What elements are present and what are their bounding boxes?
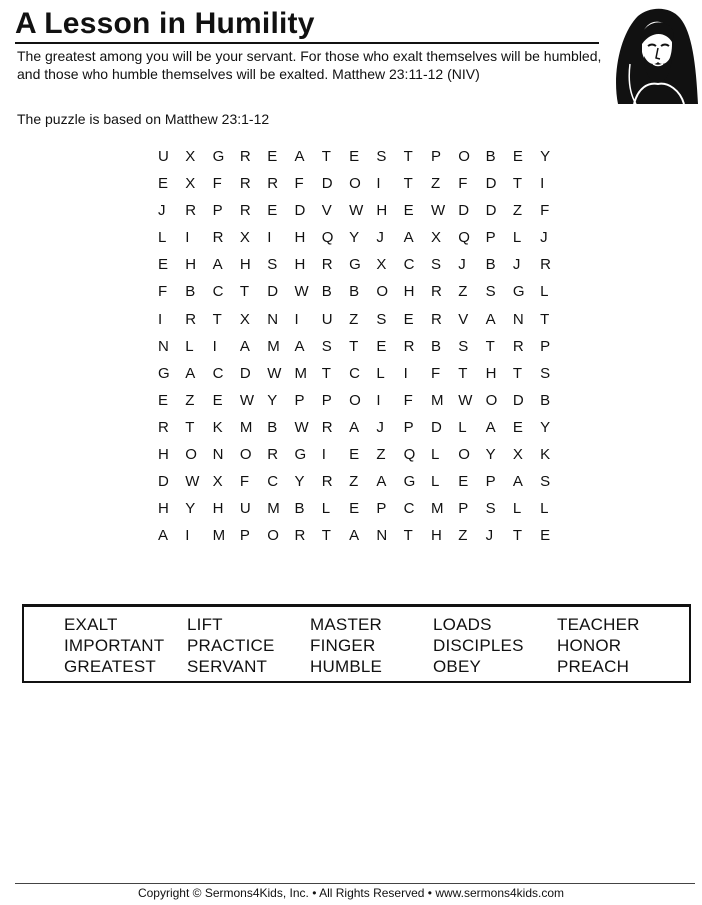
grid-letter: T — [349, 337, 359, 355]
grid-letter: P — [403, 418, 414, 436]
grid-letter: I — [294, 310, 299, 328]
grid-letter: I — [540, 175, 545, 193]
grid-letter: J — [512, 256, 521, 274]
grid-letter: Y — [485, 446, 496, 464]
grid-letter: T — [403, 175, 413, 193]
grid-letter: O — [458, 446, 470, 464]
grid-letter: E — [349, 500, 360, 518]
grid-letter: P — [540, 337, 551, 355]
grid-letter: G — [349, 256, 361, 274]
grid-letter: S — [540, 364, 551, 382]
grid-letter: W — [458, 391, 473, 409]
grid-letter: A — [239, 337, 250, 355]
grid-letter: B — [349, 283, 360, 301]
grid-letter: P — [212, 202, 223, 220]
grid-letter: T — [403, 527, 413, 545]
grid-letter: E — [458, 473, 469, 491]
grid-letter: X — [212, 473, 223, 491]
grid-letter: E — [540, 527, 551, 545]
word-bank-word: SERVANT — [187, 657, 268, 676]
grid-letter: L — [430, 473, 440, 491]
grid-letter: F — [430, 364, 441, 382]
grid-letter: P — [321, 391, 332, 409]
grid-letter: E — [212, 391, 223, 409]
grid-letter: C — [403, 500, 415, 518]
grid-letter: I — [403, 364, 408, 382]
grid-letter: R — [239, 202, 251, 220]
grid-letter: X — [512, 446, 523, 464]
grid-letter: M — [212, 527, 226, 545]
grid-letter: H — [294, 256, 306, 274]
grid-letter: N — [376, 527, 388, 545]
grid-letter: T — [212, 310, 222, 328]
grid-letter: T — [239, 283, 250, 301]
grid-letter: C — [267, 473, 279, 491]
grid-letter: H — [403, 283, 415, 301]
grid-letter: D — [158, 473, 169, 491]
grid-letter: O — [485, 391, 498, 409]
grid-letter: W — [349, 202, 364, 220]
grid-letter: G — [512, 283, 525, 301]
grid-letter: F — [158, 283, 168, 301]
grid-letter: H — [185, 256, 197, 274]
grid-letter: G — [158, 364, 170, 382]
grid-letter: X — [239, 310, 250, 328]
grid-letter: Z — [512, 202, 523, 220]
word-bank-column — [310, 614, 382, 677]
grid-letter: D — [239, 364, 251, 382]
word-bank-word: PREACH — [557, 657, 630, 676]
grid-letter: R — [512, 337, 524, 355]
title-underline — [15, 42, 599, 44]
grid-letter: T — [512, 364, 523, 382]
grid-letter: P — [458, 500, 469, 518]
grid-letter: G — [403, 473, 416, 491]
grid-letter: L — [512, 229, 522, 247]
word-bank — [22, 604, 691, 683]
grid-letter: X — [239, 229, 250, 247]
grid-letter: J — [458, 256, 466, 274]
grid-letter: E — [267, 148, 278, 165]
grid-letter: A — [294, 337, 305, 355]
grid-letter: S — [458, 337, 469, 355]
grid-letter: D — [512, 391, 524, 409]
grid-letter: W — [239, 391, 255, 409]
grid-letter: I — [376, 391, 381, 409]
grid-letter: M — [430, 500, 444, 518]
word-bank-column — [557, 614, 640, 677]
grid-letter: Y — [540, 148, 551, 165]
grid-letter: Z — [349, 473, 359, 491]
grid-letter: Z — [349, 310, 359, 328]
grid-letter: D — [458, 202, 470, 220]
grid-letter: B — [430, 337, 441, 355]
grid-letter: T — [458, 364, 468, 382]
grid-letter: F — [403, 391, 413, 409]
grid-letter: E — [158, 175, 169, 193]
grid-letter: P — [294, 391, 305, 409]
grid-letter: A — [212, 256, 223, 274]
grid-letter: Q — [403, 446, 416, 464]
grid-letter: D — [485, 202, 497, 220]
grid-letter: U — [239, 500, 251, 518]
grid-letter: T — [403, 148, 413, 165]
grid-letter: F — [294, 175, 304, 193]
grid-letter: N — [512, 310, 524, 328]
grid-letter: A — [294, 148, 305, 165]
grid-letter: X — [185, 175, 196, 193]
grid-letter: O — [349, 175, 361, 193]
grid-letter: N — [267, 310, 279, 328]
grid-letter: I — [185, 229, 190, 247]
grid-letter: P — [239, 527, 250, 545]
puzzle-source-note: The puzzle is based on Matthew 23:1-12 — [17, 111, 270, 127]
grid-letter: J — [376, 229, 384, 247]
grid-letter: F — [540, 202, 550, 220]
word-bank-column — [433, 614, 524, 677]
grid-letter: A — [376, 473, 387, 491]
grid-letter: E — [512, 418, 523, 436]
grid-letter: A — [485, 310, 496, 328]
word-bank-word: EXALT — [64, 615, 118, 634]
grid-letter: R — [321, 418, 333, 436]
grid-letter: T — [540, 310, 550, 328]
grid-letter: D — [485, 175, 497, 193]
grid-letter: B — [321, 283, 332, 301]
grid-letter: I — [321, 446, 326, 464]
grid-letter: F — [458, 175, 468, 193]
grid-letter: P — [430, 148, 441, 165]
grid-letter: A — [485, 418, 496, 436]
grid-letter: G — [212, 148, 225, 165]
word-bank-word: HONOR — [557, 636, 622, 655]
grid-letter: L — [458, 418, 467, 436]
grid-letter: W — [185, 473, 200, 491]
grid-letter: L — [512, 500, 522, 518]
grid-letter: H — [294, 229, 306, 247]
grid-letter: F — [239, 473, 250, 491]
grid-letter: F — [212, 175, 222, 193]
grid-letter: B — [485, 256, 496, 274]
grid-letter: C — [212, 364, 224, 382]
grid-letter: G — [294, 446, 307, 464]
grid-letter: Y — [185, 500, 196, 518]
grid-letter: T — [321, 148, 331, 165]
grid-letter: X — [185, 148, 196, 165]
grid-letter: E — [158, 391, 169, 409]
word-bank-word: FINGER — [310, 636, 376, 655]
grid-letter: E — [267, 202, 278, 220]
grid-letter: R — [267, 175, 279, 193]
word-bank-word: LIFT — [187, 615, 223, 634]
grid-letter: C — [212, 283, 224, 301]
grid-letter: O — [185, 446, 197, 464]
grid-letter: O — [458, 148, 470, 165]
grid-letter: A — [349, 418, 360, 436]
word-bank-column — [64, 614, 164, 677]
grid-letter: E — [376, 337, 387, 355]
grid-letter: C — [349, 364, 360, 382]
word-bank-word: IMPORTANT — [64, 636, 165, 655]
grid-letter: Y — [540, 418, 551, 436]
grid-letter: R — [267, 446, 279, 464]
grid-letter: O — [239, 446, 252, 464]
grid-letter: W — [294, 418, 309, 436]
grid-letter: P — [376, 500, 387, 518]
grid-letter: R — [430, 283, 442, 301]
grid-letter: W — [294, 283, 309, 301]
grid-letter: E — [158, 256, 169, 274]
page-title: A Lesson in Humility — [15, 7, 315, 40]
grid-letter: V — [458, 310, 469, 328]
grid-letter: Y — [267, 391, 278, 409]
grid-letter: H — [158, 446, 169, 464]
grid-letter: L — [430, 446, 440, 464]
grid-letter: L — [376, 364, 385, 382]
grid-letter: R — [185, 310, 197, 328]
grid-letter: B — [540, 391, 551, 409]
grid-letter: M — [430, 391, 444, 409]
grid-letter: B — [294, 500, 305, 518]
grid-letter: J — [540, 229, 548, 247]
word-bank-word: MASTER — [310, 615, 383, 634]
jesus-portrait-illustration — [608, 4, 698, 104]
grid-letter: L — [540, 500, 549, 518]
grid-letter: X — [430, 229, 441, 247]
grid-letter: A — [403, 229, 414, 247]
grid-letter: R — [430, 310, 442, 328]
grid-letter: R — [239, 175, 251, 193]
word-bank-word: OBEY — [433, 657, 482, 676]
grid-letter: L — [321, 500, 331, 518]
grid-letter: H — [485, 364, 497, 382]
grid-letter: R — [212, 229, 224, 247]
grid-letter: S — [267, 256, 278, 274]
grid-letter: H — [239, 256, 251, 274]
grid-letter: Z — [458, 527, 468, 545]
grid-letter: M — [267, 337, 280, 355]
grid-letter: I — [185, 527, 190, 545]
grid-letter: I — [158, 310, 163, 328]
footer-divider — [15, 883, 695, 884]
word-bank-word: GREATEST — [64, 657, 156, 676]
grid-letter: E — [403, 202, 414, 220]
grid-letter: I — [212, 337, 217, 355]
grid-letter: R — [540, 256, 551, 274]
grid-letter: H — [212, 500, 224, 518]
grid-letter: Q — [458, 229, 470, 247]
grid-letter: L — [185, 337, 194, 355]
copyright-footer: Copyright © Sermons4Kids, Inc. • All Rights Reserved • www.sermons4kids.com — [137, 886, 565, 900]
word-bank-word: DISCIPLES — [433, 636, 524, 655]
grid-letter: Z — [185, 391, 195, 409]
grid-letter: R — [185, 202, 197, 220]
grid-letter: P — [485, 473, 496, 491]
word-bank-word: PRACTICE — [187, 636, 275, 655]
grid-letter: R — [403, 337, 415, 355]
grid-letter: E — [403, 310, 414, 328]
grid-letter: L — [158, 229, 167, 247]
grid-letter: M — [239, 418, 253, 436]
grid-letter: O — [349, 391, 361, 409]
grid-letter: S — [321, 337, 332, 355]
word-bank-word: TEACHER — [557, 615, 640, 634]
grid-letter: S — [376, 148, 387, 165]
grid-letter: T — [321, 364, 331, 382]
grid-letter: W — [430, 202, 446, 220]
grid-letter: A — [512, 473, 523, 491]
grid-letter: Z — [458, 283, 468, 301]
grid-letter: T — [185, 418, 195, 436]
grid-letter: A — [349, 527, 360, 545]
grid-letter: T — [512, 527, 523, 545]
grid-letter: K — [540, 446, 551, 464]
word-bank-column — [187, 614, 275, 677]
grid-letter: E — [349, 148, 360, 165]
grid-letter: D — [430, 418, 442, 436]
grid-letter: R — [294, 527, 306, 545]
grid-letter: R — [321, 473, 333, 491]
grid-letter: D — [321, 175, 333, 193]
grid-letter: S — [485, 283, 496, 301]
grid-letter: B — [485, 148, 496, 165]
grid-letter: B — [185, 283, 196, 301]
grid-letter: Y — [349, 229, 360, 247]
grid-letter: I — [267, 229, 272, 247]
word-bank-word: HUMBLE — [310, 657, 383, 676]
grid-letter: N — [212, 446, 224, 464]
grid-letter: N — [158, 337, 169, 355]
grid-letter: Q — [321, 229, 334, 247]
grid-letter: H — [158, 500, 169, 518]
grid-letter: U — [158, 148, 169, 165]
grid-letter: R — [321, 256, 333, 274]
grid-letter: K — [212, 418, 223, 436]
grid-letter: H — [376, 202, 388, 220]
grid-letter: A — [158, 527, 169, 545]
grid-letter: V — [321, 202, 332, 220]
grid-letter: U — [321, 310, 333, 328]
grid-letter: Z — [376, 446, 386, 464]
grid-letter: D — [294, 202, 306, 220]
grid-letter: S — [430, 256, 441, 274]
grid-letter: R — [239, 148, 251, 165]
grid-letter: Y — [294, 473, 305, 491]
grid-letter: J — [485, 527, 494, 545]
grid-letter: E — [349, 446, 360, 464]
grid-letter: I — [376, 175, 381, 193]
grid-letter: W — [267, 364, 282, 382]
grid-letter: T — [485, 337, 495, 355]
word-search-grid — [156, 147, 565, 553]
grid-letter: M — [294, 364, 307, 382]
grid-letter: Z — [430, 175, 441, 193]
grid-letter: B — [267, 418, 278, 436]
grid-letter: L — [540, 283, 549, 301]
grid-letter: R — [158, 418, 169, 436]
grid-letter: J — [376, 418, 384, 436]
grid-letter: S — [540, 473, 551, 491]
grid-letter: E — [512, 148, 523, 165]
grid-letter: T — [321, 527, 331, 545]
word-bank-word: LOADS — [433, 615, 492, 634]
memory-verse: The greatest among you will be your servant. For those who exalt themselves will be humbled, and those who humble themselves will be exalted. Matthew 23:11-12 (NIV) — [17, 48, 602, 82]
grid-letter: S — [376, 310, 387, 328]
grid-letter: C — [403, 256, 415, 274]
grid-letter: T — [512, 175, 523, 193]
grid-letter: X — [376, 256, 387, 274]
grid-letter: H — [430, 527, 442, 545]
grid-letter: P — [485, 229, 496, 247]
grid-letter: O — [267, 527, 279, 545]
grid-letter: M — [267, 500, 280, 518]
grid-letter: S — [485, 500, 496, 518]
grid-letter: A — [185, 364, 196, 382]
grid-letter: O — [376, 283, 389, 301]
grid-letter: J — [158, 202, 166, 220]
grid-letter: D — [267, 283, 279, 301]
